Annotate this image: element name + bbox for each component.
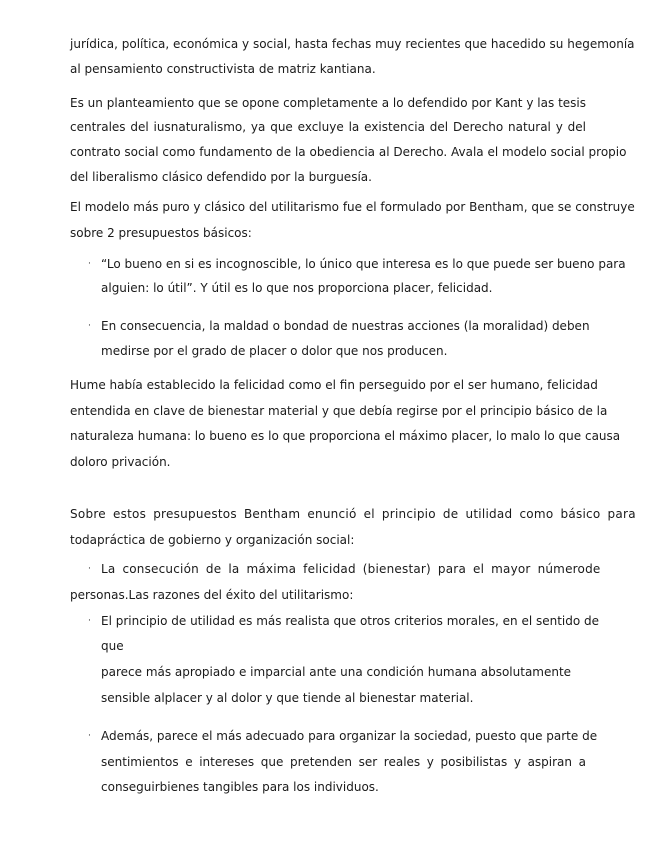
text-line: alguien: lo útil”. Y útil es lo que nos proporciona placer, felicidad.	[101, 281, 493, 295]
text-line: contrato social como fundamento de la obediencia al Derecho. Avala el modelo social propio	[70, 145, 627, 159]
text-line: al pensamiento constructivista de matriz kantiana.	[70, 62, 376, 76]
bullet-dot-icon: ·	[88, 616, 91, 626]
text-line: conseguirbienes tangibles para los individuos.	[101, 780, 379, 794]
text-line: El modelo más puro y clásico del utilitarismo fue el formulado por Bentham, que se construye	[70, 200, 635, 214]
text-line: centrales del iusnaturalismo, ya que excluye la existencia del Derecho natural y del	[70, 120, 586, 134]
text-line: sobre 2 presupuestos básicos:	[70, 226, 252, 240]
text-line: Además, parece el más adecuado para organizar la sociedad, puesto que parte de	[101, 729, 598, 743]
bullet-dot-icon: ·	[88, 321, 91, 331]
text-line: entendida en clave de bienestar material y que debía regirse por el principio básico de la	[70, 404, 608, 418]
text-line: medirse por el grado de placer o dolor que nos producen.	[101, 344, 448, 358]
bullet-dot-icon: ·	[88, 564, 91, 574]
text-line: todapráctica de gobierno y organización social:	[70, 533, 355, 547]
bullet-dot-icon: ·	[88, 259, 91, 269]
text-line: Hume había establecido la felicidad como el fin perseguido por el ser humano, felicidad	[70, 378, 598, 392]
text-line: parece más apropiado e imparcial ante una condición humana absolutamente	[101, 665, 572, 679]
bullet-dot-icon: ·	[88, 731, 91, 741]
text-line: del liberalismo clásico defendido por la burguesía.	[70, 170, 372, 184]
text-line: El principio de utilidad es más realista que otros criterios morales, en el sentido de	[101, 614, 600, 628]
text-line: doloro privación.	[70, 455, 171, 469]
text-line: En consecuencia, la maldad o bondad de nuestras acciones (la moralidad) deben	[101, 319, 590, 333]
text-line: sensible alplacer y al dolor y que tiende al bienestar material.	[101, 691, 474, 705]
text-line: naturaleza humana: lo bueno es lo que proporciona el máximo placer, lo malo lo que causa	[70, 429, 621, 443]
text-line: sentimientos e intereses que pretenden ser reales y posibilistas y aspiran a	[101, 755, 586, 769]
text-line: Sobre estos presupuestos Bentham enunció el principio de utilidad como básico para	[70, 507, 636, 521]
text-line: “Lo bueno en si es incognoscible, lo único que interesa es lo que puede ser bueno para	[101, 257, 626, 271]
text-line: jurídica, política, económica y social, hasta fechas muy recientes que hacedido su hegemonía	[70, 37, 635, 51]
text-line: personas.Las razones del éxito del utilitarismo:	[70, 588, 354, 602]
text-line: Es un planteamiento que se opone completamente a lo defendido por Kant y las tesis	[70, 96, 586, 110]
text-line: que	[101, 639, 124, 653]
text-line: La consecución de la máxima felicidad (bienestar) para el mayor númerode	[101, 562, 601, 576]
